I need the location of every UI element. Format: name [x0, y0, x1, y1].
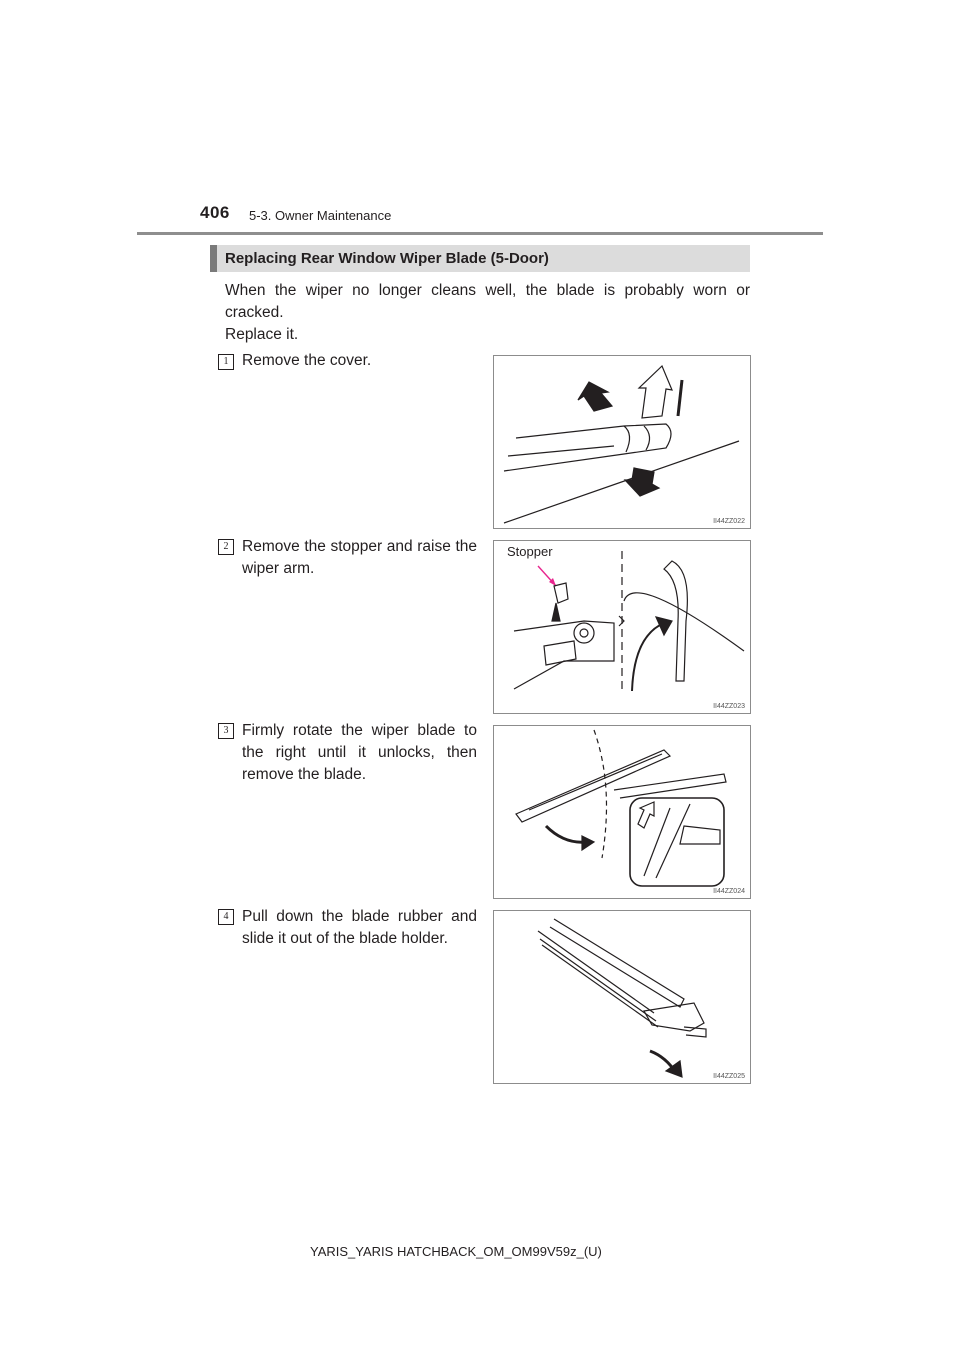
rotate-blade-illustration: [494, 726, 750, 898]
figure-id: II44ZZ023: [713, 703, 745, 710]
step-number-badge: 4: [218, 909, 234, 925]
wiper-cover-illustration: [494, 356, 750, 528]
step-text: Remove the cover.: [242, 352, 372, 369]
page-number: 406: [200, 203, 230, 222]
figure-id: II44ZZ024: [713, 888, 745, 895]
figure-remove-stopper: [493, 540, 751, 714]
heading-lead-block: [210, 245, 217, 272]
step-number-badge: 3: [218, 723, 234, 739]
step-text: Pull down the blade rubber and slide it out of the blade holder.: [242, 908, 477, 947]
figure-id: II44ZZ025: [713, 1073, 745, 1080]
intro-line: When the wiper no longer cleans well, the blade is probably worn or cracked.: [225, 282, 750, 321]
stopper-callout: Stopper: [507, 544, 553, 559]
intro-text: [225, 280, 750, 346]
figure-pull-rubber: [493, 910, 751, 1084]
stopper-illustration: [494, 541, 750, 713]
step-number-badge: 1: [218, 354, 234, 370]
figure-id: II44ZZ022: [713, 518, 745, 525]
section-heading: [210, 245, 750, 272]
step-text: Firmly rotate the wiper blade to the right until it unlocks, then remove the blade.: [242, 722, 477, 783]
blade-rubber-illustration: [494, 911, 750, 1083]
heading-text: Replacing Rear Window Wiper Blade (5-Door): [225, 250, 549, 267]
figure-remove-cover: [493, 355, 751, 529]
header-rule: [137, 232, 823, 235]
intro-line: Replace it.: [225, 326, 299, 343]
step-text: Remove the stopper and raise the wiper arm.: [242, 538, 477, 577]
step-number-badge: 2: [218, 539, 234, 555]
document-footer: YARIS_YARIS HATCHBACK_OM_OM99V59z_(U): [310, 1244, 602, 1259]
section-title: 5-3. Owner Maintenance: [249, 208, 392, 223]
figure-rotate-blade: [493, 725, 751, 899]
